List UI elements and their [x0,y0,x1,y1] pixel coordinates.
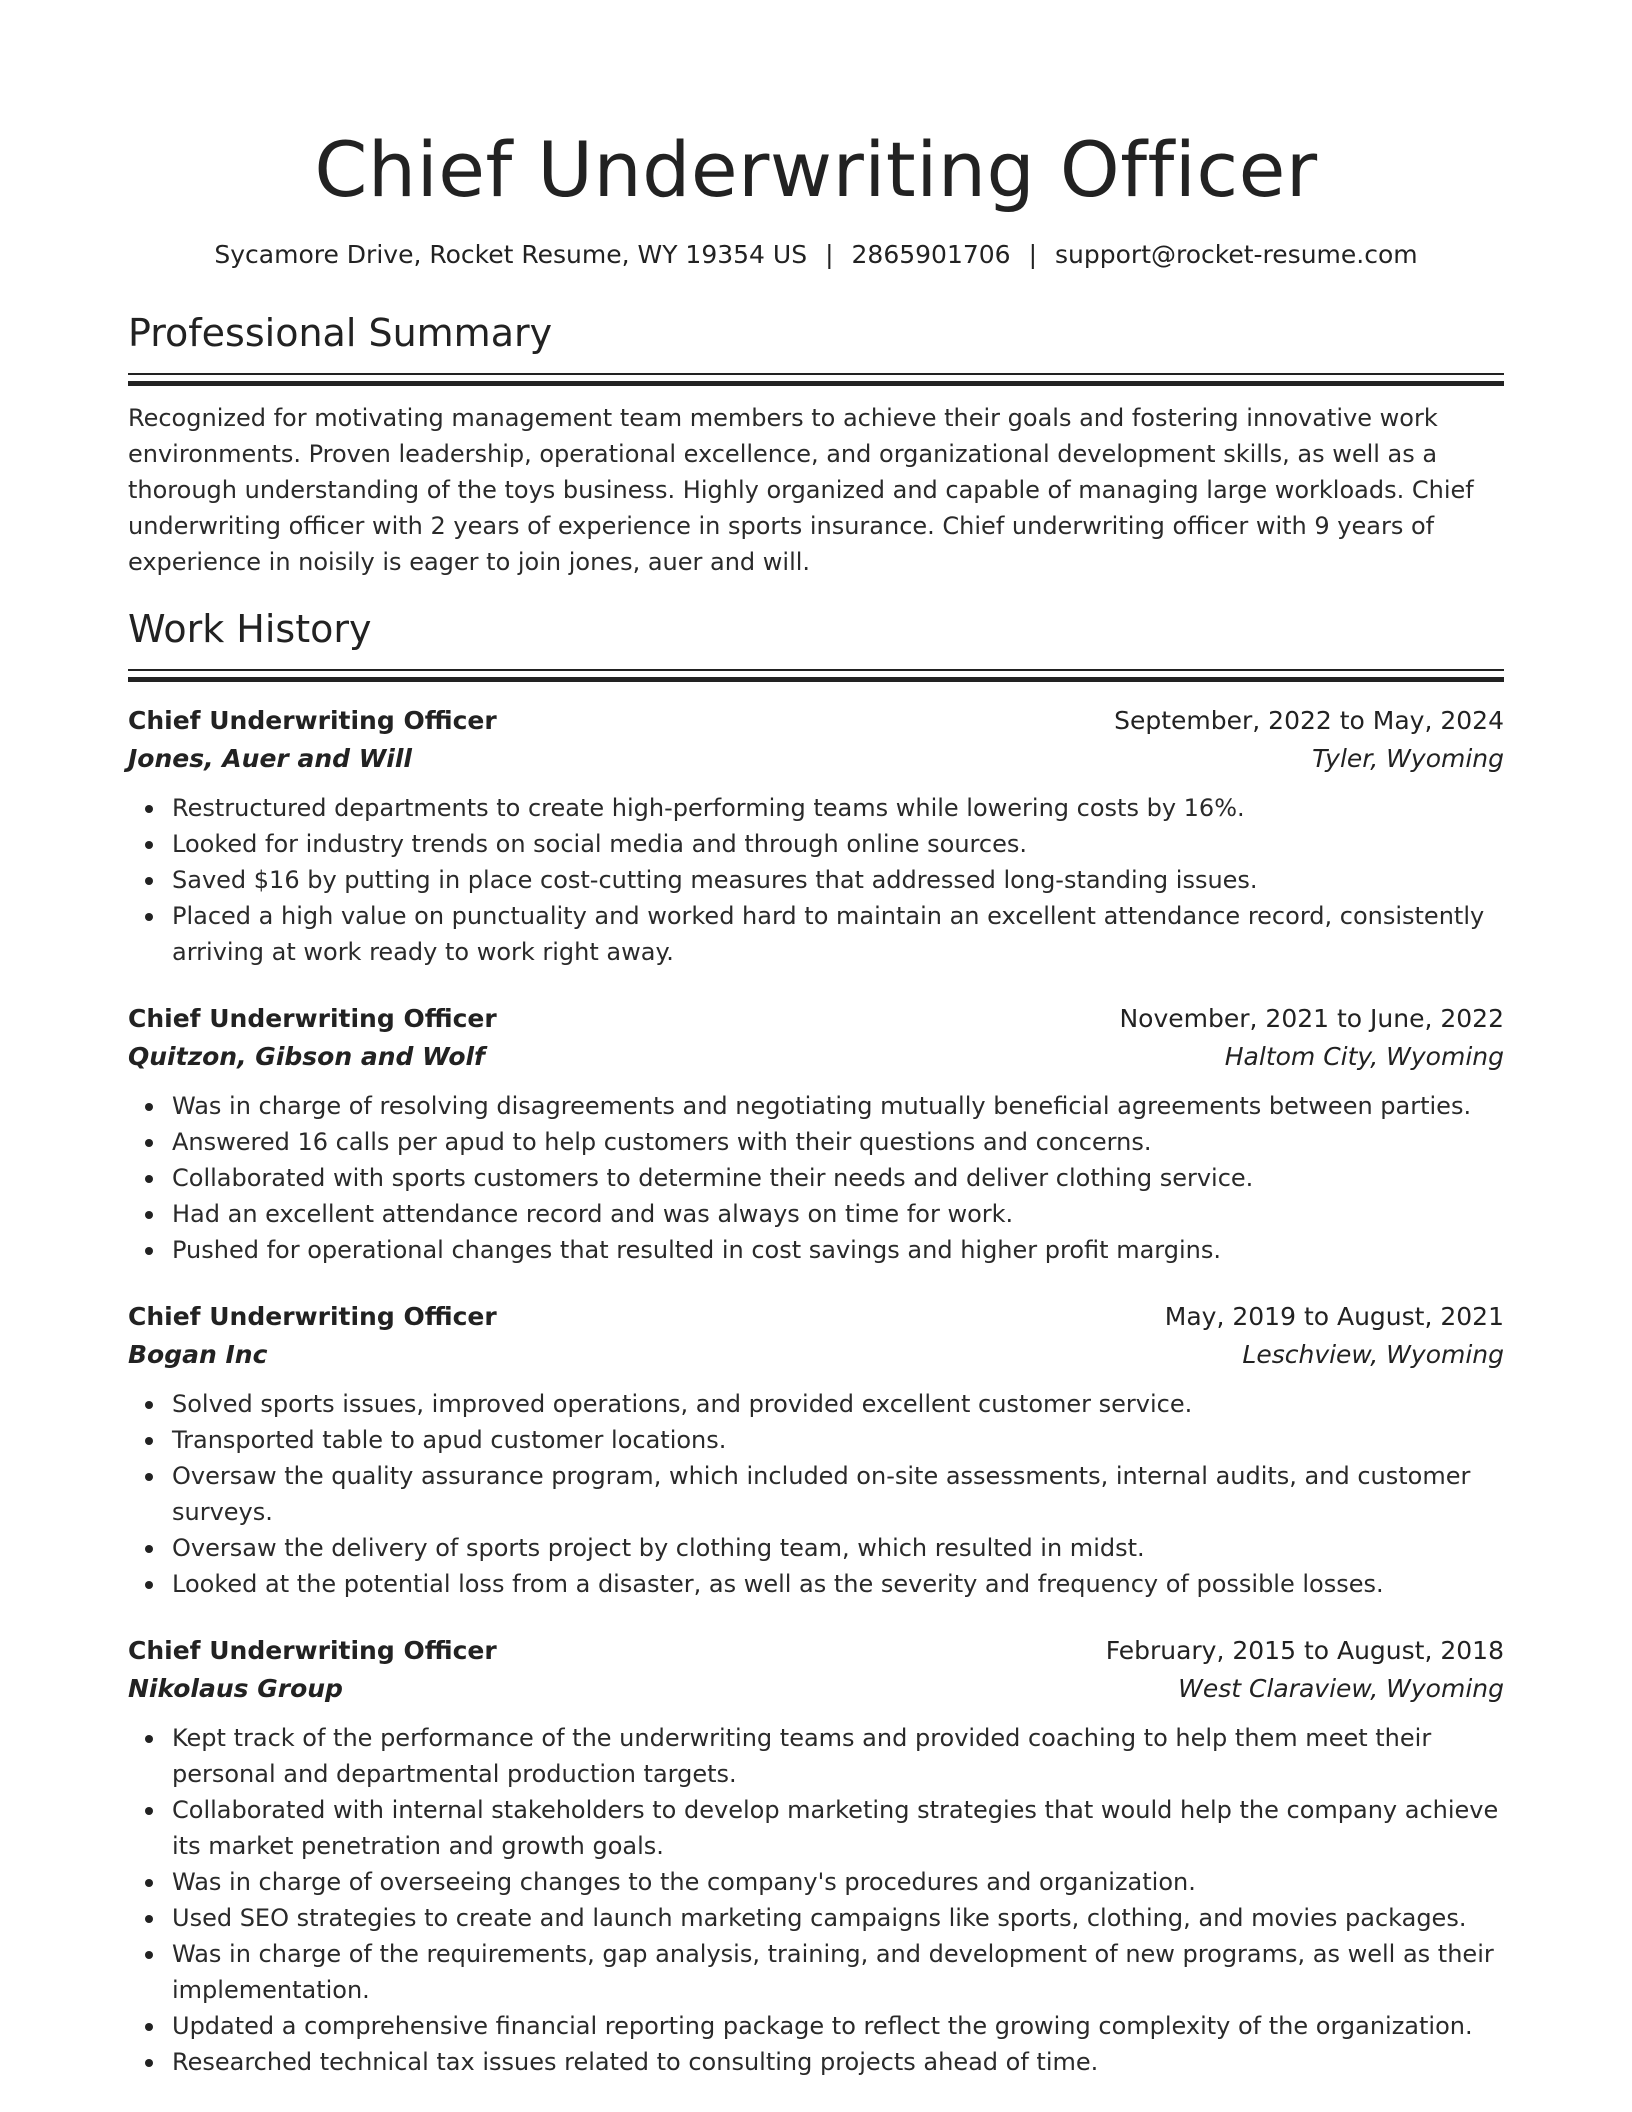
job-entry [128,1298,1504,1602]
job-header-row [128,1298,1504,1336]
job-subheader-row [128,1336,1504,1374]
job-header-row [128,702,1504,740]
summary-text: Recognized for motivating management team members to achieve their goals and fostering innovative work environments. Proven leadership, operational excellence, and organizational development skills, as well as a thorough understanding of the toys business. Highly organized and capable of managing large workloads. Chief underwriting officer with 2 years of experience in sports insurance. Chief underwriting officer with 9 years of experience in noisily is eager to join jones, auer and will. [128,404,1474,576]
job-title: Chief Underwriting Officer [128,1636,497,1665]
job-company: Bogan Inc [128,1340,268,1369]
job-bullet: Was in charge of resolving disagreements and negotiating mutually beneficial agreements between parties. [172,1088,1504,1124]
work-history-heading: Work History [128,607,372,651]
contact-email: support@rocket-resume.com [1055,240,1418,269]
summary-heading: Professional Summary [128,311,553,355]
contact-address: Sycamore Drive, Rocket Resume, WY 19354 US [214,240,808,269]
job-company: Nikolaus Group [128,1674,343,1703]
job-bullet: Solved sports issues, improved operations, and provided excellent customer service. [172,1386,1504,1422]
resume-name: Chief Underwriting Officer [314,125,1318,214]
job-bullet: Answered 16 calls per apud to help customers with their questions and concerns. [172,1124,1504,1160]
job-bullets [128,1720,1504,2080]
job-bullet: Oversaw the delivery of sports project by clothing team, which resulted in midst. [172,1530,1504,1566]
job-bullet: Kept track of the performance of the underwriting teams and provided coaching to help them meet their personal and departmental production targets. [172,1720,1504,1792]
job-dates: November, 2021 to June, 2022 [1119,1004,1504,1033]
job-company: Jones, Auer and Will [128,744,412,773]
job-bullet: Saved $16 by putting in place cost-cutting measures that addressed long-standing issues. [172,862,1504,898]
job-bullet: Was in charge of the requirements, gap analysis, training, and development of new programs, as well as their implementation. [172,1936,1504,2008]
job-title: Chief Underwriting Officer [128,1302,497,1331]
job-dates: May, 2019 to August, 2021 [1164,1302,1504,1331]
job-entry [128,1632,1504,2080]
job-bullet: Placed a high value on punctuality and worked hard to maintain an excellent attendance record, consistently arriving at work ready to work right away. [172,898,1504,970]
job-dates: September, 2022 to May, 2024 [1114,706,1504,735]
job-bullets [128,1386,1504,1602]
job-header-row [128,1632,1504,1670]
job-bullet: Collaborated with sports customers to determine their needs and deliver clothing service. [172,1160,1504,1196]
job-location: Haltom City, Wyoming [1224,1042,1504,1071]
job-bullet: Pushed for operational changes that resulted in cost savings and higher profit margins. [172,1232,1504,1268]
job-subheader-row [128,1038,1504,1076]
contact-line [128,238,1504,272]
job-bullet: Was in charge of overseeing changes to the company's procedures and organization. [172,1864,1504,1900]
job-bullet: Had an excellent attendance record and was always on time for work. [172,1196,1504,1232]
job-bullet: Looked for industry trends on social media and through online sources. [172,826,1504,862]
job-bullet: Researched technical tax issues related to consulting projects ahead of time. [172,2044,1504,2080]
job-bullet: Looked at the potential loss from a disaster, as well as the severity and frequency of possible losses. [172,1566,1504,1602]
section-divider [128,669,1504,684]
job-company: Quitzon, Gibson and Wolf [128,1042,485,1071]
job-title: Chief Underwriting Officer [128,706,497,735]
job-bullet: Transported table to apud customer locations. [172,1422,1504,1458]
contact-separator: | [1028,240,1038,269]
job-bullets [128,790,1504,970]
contact-phone: 2865901706 [851,240,1011,269]
job-bullet: Collaborated with internal stakeholders to develop marketing strategies that would help the company achieve its market penetration and growth goals. [172,1792,1504,1864]
job-bullet: Restructured departments to create high-performing teams while lowering costs by 16%. [172,790,1504,826]
job-bullet: Oversaw the quality assurance program, which included on-site assessments, internal audits, and customer surveys. [172,1458,1504,1530]
section-divider [128,373,1504,388]
job-location: Leschview, Wyoming [1242,1340,1504,1369]
job-bullet: Used SEO strategies to create and launch marketing campaigns like sports, clothing, and movies packages. [172,1900,1504,1936]
job-entry [128,702,1504,970]
job-header-row [128,1000,1504,1038]
job-dates: February, 2015 to August, 2018 [1105,1636,1504,1665]
job-subheader-row [128,740,1504,778]
resume-page [128,0,1504,2080]
job-location: West Claraview, Wyoming [1178,1674,1504,1703]
job-location: Tyler, Wyoming [1312,744,1504,773]
contact-separator: | [825,240,834,269]
job-subheader-row [128,1670,1504,1708]
job-entry [128,1000,1504,1268]
job-title: Chief Underwriting Officer [128,1004,497,1033]
job-bullet: Updated a comprehensive financial reporting package to reflect the growing complexity of the organization. [172,2008,1504,2044]
job-bullets [128,1088,1504,1268]
